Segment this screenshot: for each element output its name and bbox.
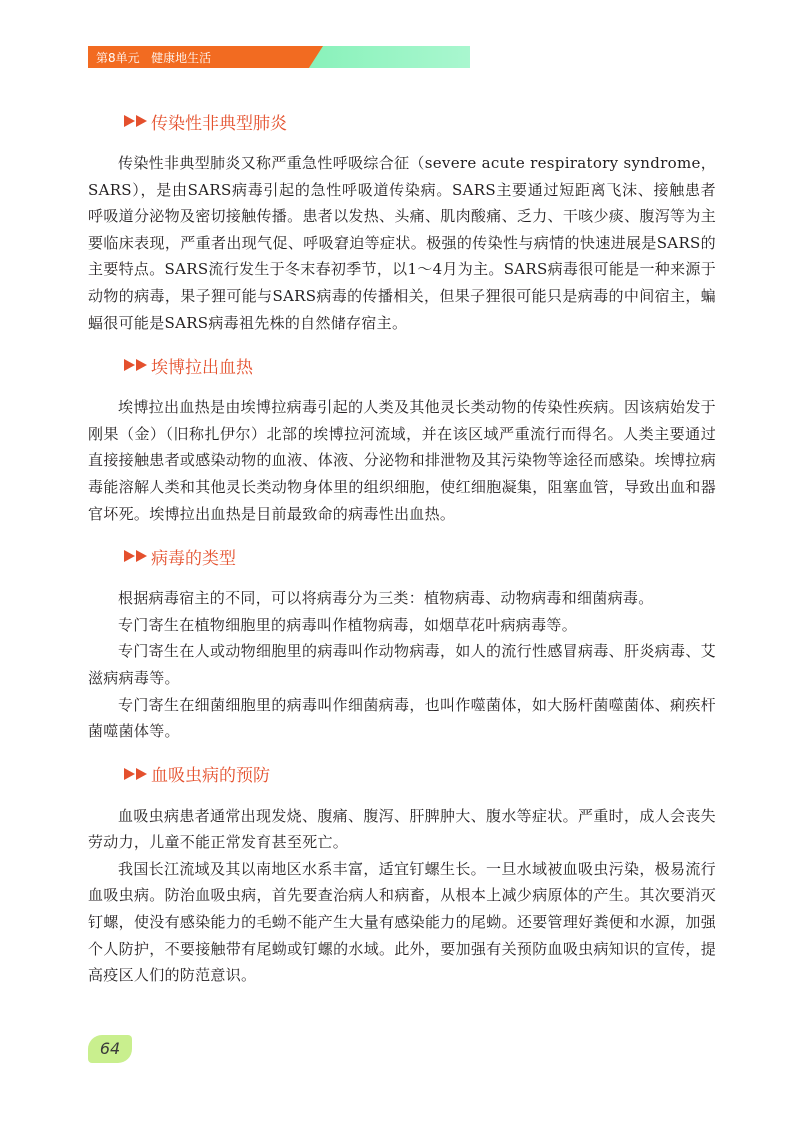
page-number-badge: 64: [88, 1035, 132, 1063]
paragraph: 专门寄生在人或动物细胞里的病毒叫作动物病毒，如人的流行性感冒病毒、肝炎病毒、艾滋病病毒等。: [88, 642, 716, 687]
paragraph: 我国长江流域及其以南地区水系丰富，适宜钉螺生长。一旦水域被血吸虫污染，极易流行血吸虫病。防治血吸虫病，首先要查治病人和病畜，从根本上减少病原体的产生。其次要消灭钉螺，使没有感染能力的毛蚴不能产生大量有感染能力的尾蚴。还要管理好粪便和水源，加强个人防护，不要接触带有尾蚴或钉螺的水域。此外，要加强有关预防血吸虫病知识的宣传，提高疫区人们的防范意识。: [88, 859, 716, 985]
double-arrow-icon: [124, 359, 147, 371]
section-heading: [88, 104, 716, 138]
section-sars: [88, 104, 716, 336]
section-heading: [88, 348, 716, 382]
unit-header-bar: [88, 46, 470, 68]
section-heading-text: 病毒的类型: [151, 548, 236, 569]
section-heading-text: 血吸虫病的预防: [151, 766, 270, 787]
section-schistosomiasis: [88, 757, 716, 989]
section-heading-text: 埃博拉出血热: [151, 357, 253, 378]
page-content: [88, 104, 716, 989]
paragraph: 埃博拉出血热是由埃博拉病毒引起的人类及其他灵长类动物的传染性疾病。因该病始发于刚果（金）（旧称扎伊尔）北部的埃博拉河流域，并在该区域严重流行而得名。人类主要通过直接接触患者或感染动物的血液、体液、分泌物和排泄物及其污染物等途径而感染。埃博拉病毒能溶解人类和其他灵长类动物身体里的组织细胞，使红细胞凝集，阻塞血管，导致出血和器官坏死。埃博拉出血热是目前最致命的病毒性出血热。: [88, 398, 716, 523]
section-heading-text: 传染性非典型肺炎: [151, 113, 287, 134]
header-text: [96, 49, 211, 66]
double-arrow-icon: [124, 768, 147, 780]
paragraph: 血吸虫病患者通常出现发烧、腹痛、腹泻、肝脾肿大、腹水等症状。严重时，成人会丧失劳动力，儿童不能正常发育甚至死亡。: [88, 806, 716, 852]
section-virus-types: [88, 539, 716, 745]
section-ebola: [88, 348, 716, 527]
paragraph: 根据病毒宿主的不同，可以将病毒分为三类：植物病毒、动物病毒和细菌病毒。: [118, 589, 654, 608]
section-heading: [88, 757, 716, 791]
double-arrow-icon: [124, 550, 147, 562]
section-heading: [88, 539, 716, 573]
paragraph: 传染性非典型肺炎又称严重急性呼吸综合征（severe acute respiratory syndrome，SARS），是由SARS病毒引起的急性呼吸道传染病。SARS主要通过短距离飞沫、接触患者呼吸道分泌物及密切接触传播。患者以发热、头痛、肌肉酸痛、乏力、干咳少痰、腹泻等为主要临床表现，严重者出现气促、呼吸窘迫等症状。极强的传染性与病情的快速进展是SARS的主要特点。SARS流行发生于冬末春初季节，以1～4月为主。SARS病毒很可能是一种来源于动物的病毒，果子狸可能与SARS病毒的传播相关，但果子狸很可能只是病毒的中间宿主，蝙蝠很可能是SARS病毒祖先株的自然储存宿主。: [88, 154, 716, 332]
unit-label: 第8单元: [96, 51, 140, 65]
paragraph: 专门寄生在细菌细胞里的病毒叫作细菌病毒，也叫作噬菌体，如大肠杆菌噬菌体、痢疾杆菌噬菌体等。: [88, 695, 716, 741]
paragraph: 专门寄生在植物细胞里的病毒叫作植物病毒，如烟草花叶病病毒等。: [118, 615, 578, 634]
unit-title: 健康地生活: [151, 51, 212, 65]
double-arrow-icon: [124, 115, 147, 127]
